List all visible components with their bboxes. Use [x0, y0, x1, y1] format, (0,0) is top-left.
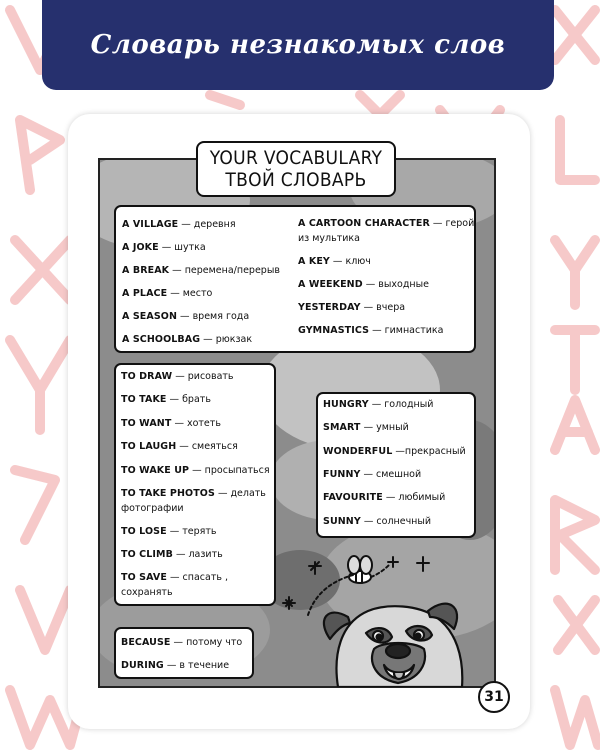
vocab-entry: TO TAKE — брать [121, 394, 211, 405]
vocab-entry: TO LAUGH — смеяться [121, 441, 238, 452]
vocab-entry: A CARTOON CHARACTER — герой [298, 218, 475, 229]
vocab-entry: A BREAK — перемена/перерыв [122, 265, 280, 276]
vocab-entry: A KEY — ключ [298, 256, 371, 267]
vocab-entry-continued: фотографии [121, 503, 184, 514]
vocab-entry: TO TAKE PHOTOS — делать [121, 488, 266, 499]
vocab-entry: A SEASON — время года [122, 311, 250, 322]
vocab-entry: A VILLAGE — деревня [122, 219, 236, 230]
title-russian: ТВОЙ СЛОВАРЬ [225, 169, 367, 191]
vocab-entry: SMART — умный [323, 422, 409, 433]
vocab-entry: A SCHOOLBAG — рюкзак [122, 334, 253, 345]
vocab-entry: A WEEKEND — выходные [298, 279, 429, 290]
vocab-entry-continued: сохранять [121, 587, 173, 598]
vocab-entry: TO LOSE — терять [121, 526, 217, 537]
vocab-entry: WONDERFUL —прекрасный [323, 446, 466, 457]
vocab-entry: TO WANT — хотеть [121, 418, 221, 429]
page-number: 31 [478, 681, 510, 713]
vocab-entry: FAVOURITE — любимый [323, 492, 446, 503]
vocab-entry-continued: из мультика [298, 233, 360, 244]
vocabulary-title [196, 141, 396, 197]
vocab-entry: TO WAKE UP — просыпаться [121, 465, 270, 476]
header-banner [42, 0, 554, 90]
vocab-entry: SUNNY — солнечный [323, 516, 432, 527]
vocab-entry: GYMNASTICS — гимнастика [298, 325, 444, 336]
vocab-entry: A JOKE — шутка [122, 242, 206, 253]
vocab-entry: TO SAVE — спасать , [121, 572, 229, 583]
vocab-entry: YESTERDAY — вчера [298, 302, 406, 313]
vocab-entry: FUNNY — смешной [323, 469, 422, 480]
vocab-entry: TO DRAW — рисовать [121, 371, 234, 382]
vocab-entry: TO CLIMB — лазить [121, 549, 223, 560]
vocab-entry: HUNGRY — голодный [323, 399, 434, 410]
vocab-entry: BECAUSE — потому что [121, 637, 243, 648]
pug-dog-illustration [278, 545, 493, 687]
vocab-entry: DURING — в течение [121, 660, 230, 671]
title-english: YOUR VOCABULARY [209, 147, 383, 169]
page-heading: Словарь незнакомых слов [90, 30, 506, 60]
vocab-entry: A PLACE — место [122, 288, 213, 299]
